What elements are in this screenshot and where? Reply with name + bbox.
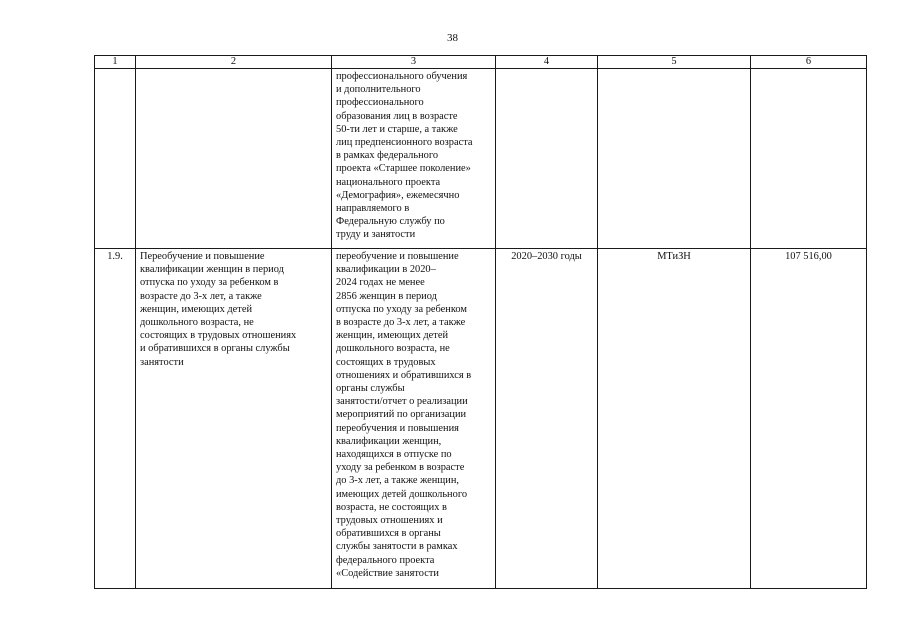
period-cell (496, 69, 598, 249)
program-table (94, 55, 867, 589)
result-cell: профессионального обучения и дополнительного профессионального образования лиц в возрасте 50-ти лет и старше, а также лиц предпенсионного возраста в рамках федерального проекта «Старшее поколение» национального проекта «Демография», ежемесячно направляемого в Федеральную службу по труду и занятости (332, 69, 496, 249)
executor-cell: МТиЗН (598, 249, 751, 589)
column-header-4: 4 (496, 56, 598, 69)
column-header-1: 1 (95, 56, 136, 69)
row-number: 1.9. (95, 249, 136, 589)
column-header-6: 6 (751, 56, 867, 69)
column-number-row (95, 56, 867, 69)
column-header-3: 3 (332, 56, 496, 69)
column-header-2: 2 (136, 56, 332, 69)
table-row (95, 249, 867, 589)
amount-cell (751, 69, 867, 249)
executor-cell (598, 69, 751, 249)
measure-cell (136, 69, 332, 249)
page-number: 38 (447, 32, 458, 44)
measure-cell: Переобучение и повышение квалификации женщин в период отпуска по уходу за ребенком в возрасте до 3-х лет, а также женщин, имеющих детей дошкольного возраста, не состоящих в трудовых отношениях и обратившихся в органы службы занятости (136, 249, 332, 589)
amount-cell: 107 516,00 (751, 249, 867, 589)
period-cell: 2020–2030 годы (496, 249, 598, 589)
column-header-5: 5 (598, 56, 751, 69)
row-number (95, 69, 136, 249)
result-cell: переобучение и повышение квалификации в 2020– 2024 годах не менее 2856 женщин в период отпуска по уходу за ребенком в возрасте до 3-х лет, а также женщин, имеющих детей дошкольного возраста, не состоящих в трудовых отношениях и обратившихся в органы службы занятости/отчет о реализации мероприятий по организации переобучения и повышения квалификации женщин, находящихся в отпуске по уходу за ребенком в возрасте до 3-х лет, а также женщин, имеющих детей дошкольного возраста, не состоящих в трудовых отношениях и обратившихся в органы службы занятости в рамках федерального проекта «Содействие занятости (332, 249, 496, 589)
table-row (95, 69, 867, 249)
